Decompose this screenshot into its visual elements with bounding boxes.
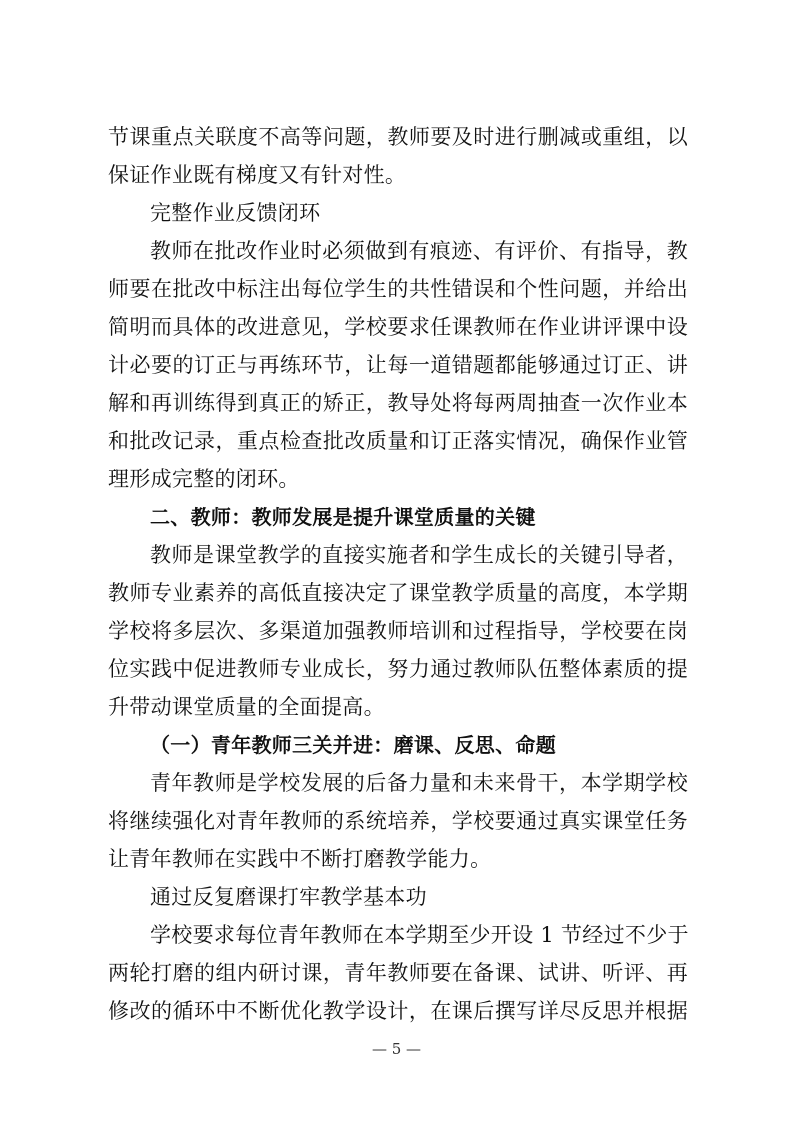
body-text-line: 教师是课堂教学的直接实施者和学生成长的关键引导者， — [150, 543, 688, 567]
body-text-line: 学校将多层次、多渠道加强教师培训和过程指导，学校要在岗 — [108, 619, 688, 643]
body-text-line: 教师在批改作业时必须做到有痕迹、有评价、有指导，教 — [150, 239, 688, 263]
page-number: — 5 — — [371, 1040, 422, 1058]
body-text-line: 节课重点关联度不高等问题，教师要及时进行删减或重组，以 — [108, 125, 688, 149]
body-text-line: 青年教师是学校发展的后备力量和未来骨干，本学期学校 — [150, 771, 688, 795]
section-heading: 二、教师：教师发展是提升课堂质量的关键 — [150, 505, 536, 529]
body-text-line: 将继续强化对青年教师的系统培养，学校要通过真实课堂任务 — [108, 809, 688, 833]
subsection-title: 完整作业反馈闭环 — [150, 201, 321, 225]
body-text-line: 计必要的订正与再练环节，让每一道错题都能够通过订正、讲 — [108, 353, 688, 377]
subsection-title: 通过反复磨课打牢教学基本功 — [150, 885, 427, 909]
body-text-line: 修改的循环中不断优化教学设计，在课后撰写详尽反思并根据 — [108, 999, 688, 1023]
body-text-line: 师要在批改中标注出每位学生的共性错误和个性问题，并给出 — [108, 277, 688, 301]
body-text-line: 让青年教师在实践中不断打磨教学能力。 — [108, 847, 492, 871]
subsection-heading: （一）青年教师三关并进：磨课、反思、命题 — [150, 733, 556, 757]
body-text-line: 教师专业素养的高低直接决定了课堂教学质量的高度，本学期 — [108, 581, 688, 605]
body-text-line: 理形成完整的闭环。 — [108, 467, 300, 491]
body-text-line: 保证作业既有梯度又有针对性。 — [108, 163, 407, 187]
body-text-line: 简明而具体的改进意见，学校要求任课教师在作业讲评课中设 — [108, 315, 688, 339]
body-text-line: 升带动课堂质量的全面提高。 — [108, 695, 385, 719]
body-text-line: 两轮打磨的组内研讨课，青年教师要在备课、试讲、听评、再 — [108, 961, 688, 985]
body-text-line: 和批改记录，重点检查批改质量和订正落实情况，确保作业管 — [108, 429, 688, 453]
body-text-line: 位实践中促进教师专业成长，努力通过教师队伍整体素质的提 — [108, 657, 688, 681]
body-text-line: 学校要求每位青年教师在本学期至少开设 1 节经过不少于 — [150, 923, 689, 947]
body-text-line: 解和再训练得到真正的矫正，教导处将每两周抽查一次作业本 — [108, 391, 688, 415]
